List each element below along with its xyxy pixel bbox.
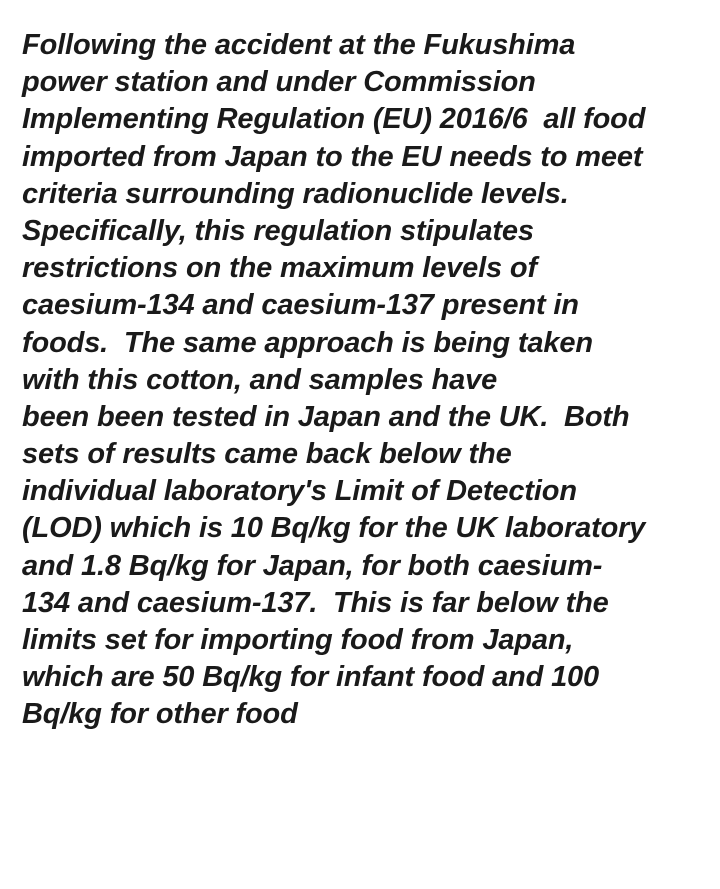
text-line: foods. The same approach is being taken <box>22 326 593 359</box>
text-line: (LOD) which is 10 Bq/kg for the UK laboratory <box>22 512 646 545</box>
text-line: Bq/kg for other food <box>22 698 298 731</box>
text-line: and 1.8 Bq/kg for Japan, for both caesium- <box>22 549 603 582</box>
text-line: sets of results came back below the <box>22 438 512 471</box>
text-line: power station and under Commission <box>22 66 536 99</box>
text-line: restrictions on the maximum levels of <box>22 252 537 285</box>
text-line: Specifically, this regulation stipulates <box>22 214 534 247</box>
text-line: which are 50 Bq/kg for infant food and 100 <box>22 661 600 694</box>
text-line: Implementing Regulation (EU) 2016/6 all food <box>22 103 646 136</box>
text-line: with this cotton, and samples have <box>22 363 498 396</box>
text-line: caesium-134 and caesium-137 present in <box>22 289 579 322</box>
text-line: limits set for importing food from Japan, <box>22 624 574 656</box>
document-body <box>22 27 718 734</box>
text-line: been been tested in Japan and the UK. Both <box>22 400 630 433</box>
text-line: imported from Japan to the EU needs to meet <box>22 140 643 173</box>
text-line: individual laboratory's Limit of Detection <box>22 475 577 508</box>
text-line: criteria surrounding radionuclide levels. <box>22 177 569 210</box>
text-line: 134 and caesium-137. This is far below the <box>22 586 609 619</box>
text-line: Following the accident at the Fukushima <box>22 29 576 61</box>
